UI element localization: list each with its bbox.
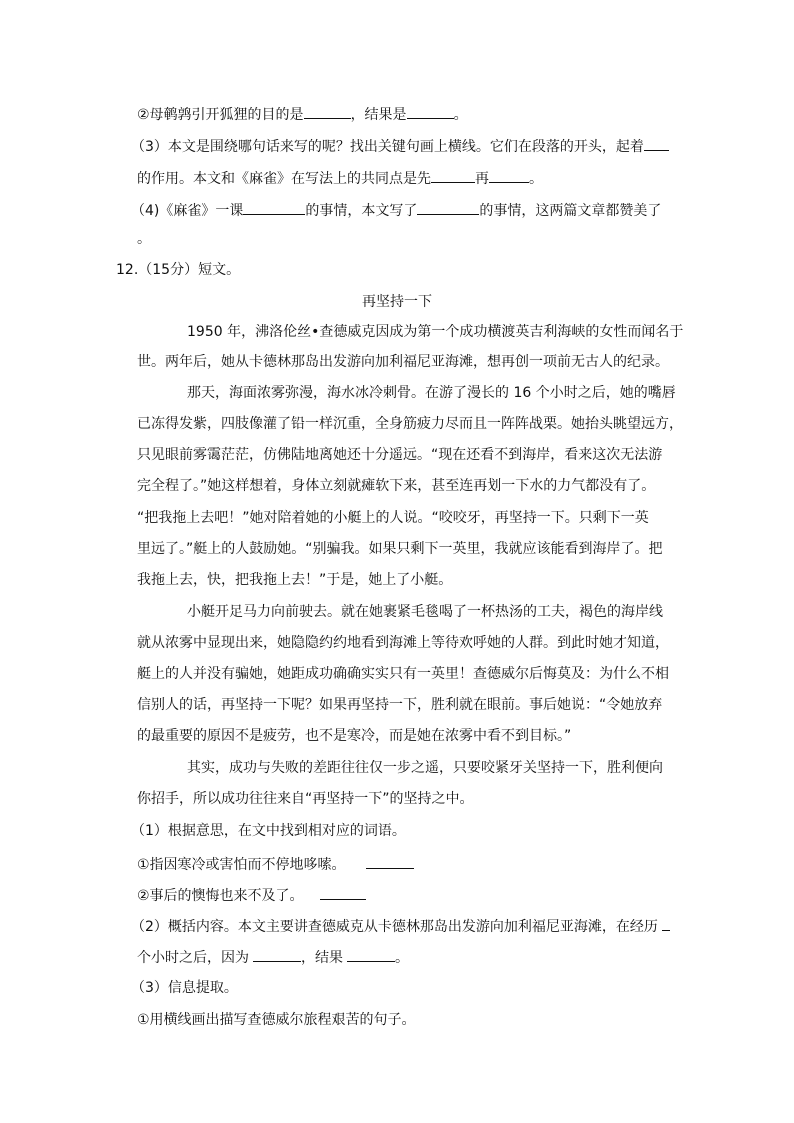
q12-sub2-line2: 个小时之后，因为 ，结果 。 — [137, 946, 409, 969]
q11-q3-line2: 的作用。本文和《麻雀》在写法上的共同点是先 再 。 — [137, 167, 543, 190]
passage-line: 里远了。”艇上的人鼓励她。“别骗我。如果只剩下一英里，我就应该能看到海岸了。把 — [137, 541, 663, 557]
q12-sub1: （1）根据意思，在文中找到相对应的词语。 — [131, 823, 406, 839]
passage-line: 1950 年，沸洛伦丝•查德威克因成为第一个成功横渡英吉利海峡的女性而闻名于 — [187, 324, 684, 340]
answer-blank[interactable] — [347, 946, 395, 962]
answer-blank[interactable] — [431, 167, 475, 183]
answer-blank[interactable] — [489, 167, 529, 183]
passage-line: “把我拖上去吧！”她对陪着她的小艇上的人说。“咬咬牙，再坚持一下。只剩下一英 — [137, 510, 649, 526]
passage-line: 就从浓雾中显现出来，她隐隐约约地看到海滩上等待欢呼她的人群。到此时她才知道， — [137, 635, 669, 651]
passage-line: 那天，海面浓雾弥漫，海水冰冷刺骨。在游了漫长的 16 个小时之后，她的嘴唇 — [187, 385, 676, 401]
answer-blank[interactable] — [662, 915, 670, 931]
passage-line: 的最重要的原因不是疲劳，也不是寒冷，而是她在浓雾中看不到目标。” — [137, 728, 572, 744]
q12-header: 12.（15分）短文。 — [116, 262, 241, 278]
q12-sub2-line1: （2）概括内容。本文主要讲查德威克从卡德林那岛出发游向加利福尼亚海滩，在经历 — [131, 915, 670, 938]
answer-blank[interactable] — [407, 103, 454, 119]
q11-q4-line2: 。 — [137, 231, 151, 247]
passage-line: 已冻得发紫，四肢像灌了铅一样沉重，全身筋疲力尽而且一阵阵战栗。她抬头眺望远方， — [137, 416, 683, 432]
q11-part2-prefix: ②母鹌鹑引开狐狸的目的是 — [137, 107, 304, 123]
q11-q3-line1 — [131, 135, 669, 158]
answer-blank[interactable] — [243, 199, 305, 215]
answer-blank[interactable] — [366, 853, 414, 869]
q12-sub1-a: ①指因寒冷或害怕而不停地哆嗦。 — [137, 853, 414, 876]
answer-blank[interactable] — [320, 884, 366, 900]
passage-line: 其实，成功与失败的差距往往仅一步之遥，只要咬紧牙关坚持一下，胜利便向 — [187, 760, 663, 776]
answer-blank[interactable] — [304, 103, 351, 119]
q11-part2-mid: ，结果是 — [350, 107, 407, 123]
q11-q3-text: （3）本文是围绕哪句话来写的呢？找出关键句画上横线。它们在段落的开头，起着 — [131, 139, 644, 155]
answer-blank[interactable] — [417, 199, 479, 215]
passage-line: 你招手，所以成功往往来自“再坚持一下”的坚持之中。 — [137, 791, 474, 807]
answer-blank[interactable] — [644, 135, 669, 151]
passage-line: 信别人的话，再坚持一下呢？如果再坚持一下，胜利就在眼前。事后她说：“令她放弃 — [137, 697, 663, 713]
q12-sub3: （3）信息提取。 — [131, 980, 238, 996]
q11-part2-line: ②母鹌鹑引开狐狸的目的是 ，结果是 。 — [137, 103, 468, 126]
passage-title: 再坚持一下 — [362, 294, 432, 310]
passage-line: 我拖上去，快，把我拖上去！”于是，她上了小艇。 — [137, 572, 453, 588]
q11-q4-line1: （4)《麻雀》一课 的事情，本文写了 的事情，这两篇文章都赞美了 — [131, 199, 661, 222]
passage-line: 小艇开足马力向前驶去。就在她裹紧毛毯喝了一杯热汤的工夫，褐色的海岸线 — [187, 604, 663, 620]
passage-line: 只见眼前雾霭茫茫，仿佛陆地离她还十分遥远。“现在还看不到海岸，看来这次无法游 — [137, 447, 663, 463]
q12-sub1-b: ②事后的懊悔也来不及了。 — [137, 884, 366, 907]
answer-blank[interactable] — [253, 946, 301, 962]
q12-sub3-a: ①用横线画出描写查德威尔旅程艰苦的句子。 — [137, 1012, 416, 1028]
passage-line: 完全程了。”她这样想着，身体立刻就瘫软下来，甚至连再划一下水的力气都没有了。 — [137, 478, 656, 494]
passage-line: 艇上的人并没有骗她，她距成功确确实实只有一英里！查德威尔后悔莫及：为什么不相 — [137, 666, 669, 682]
passage-line: 世。两年后，她从卡德林那岛出发游向加利福尼亚海滩，想再创一项前无古人的纪录。 — [137, 354, 669, 370]
